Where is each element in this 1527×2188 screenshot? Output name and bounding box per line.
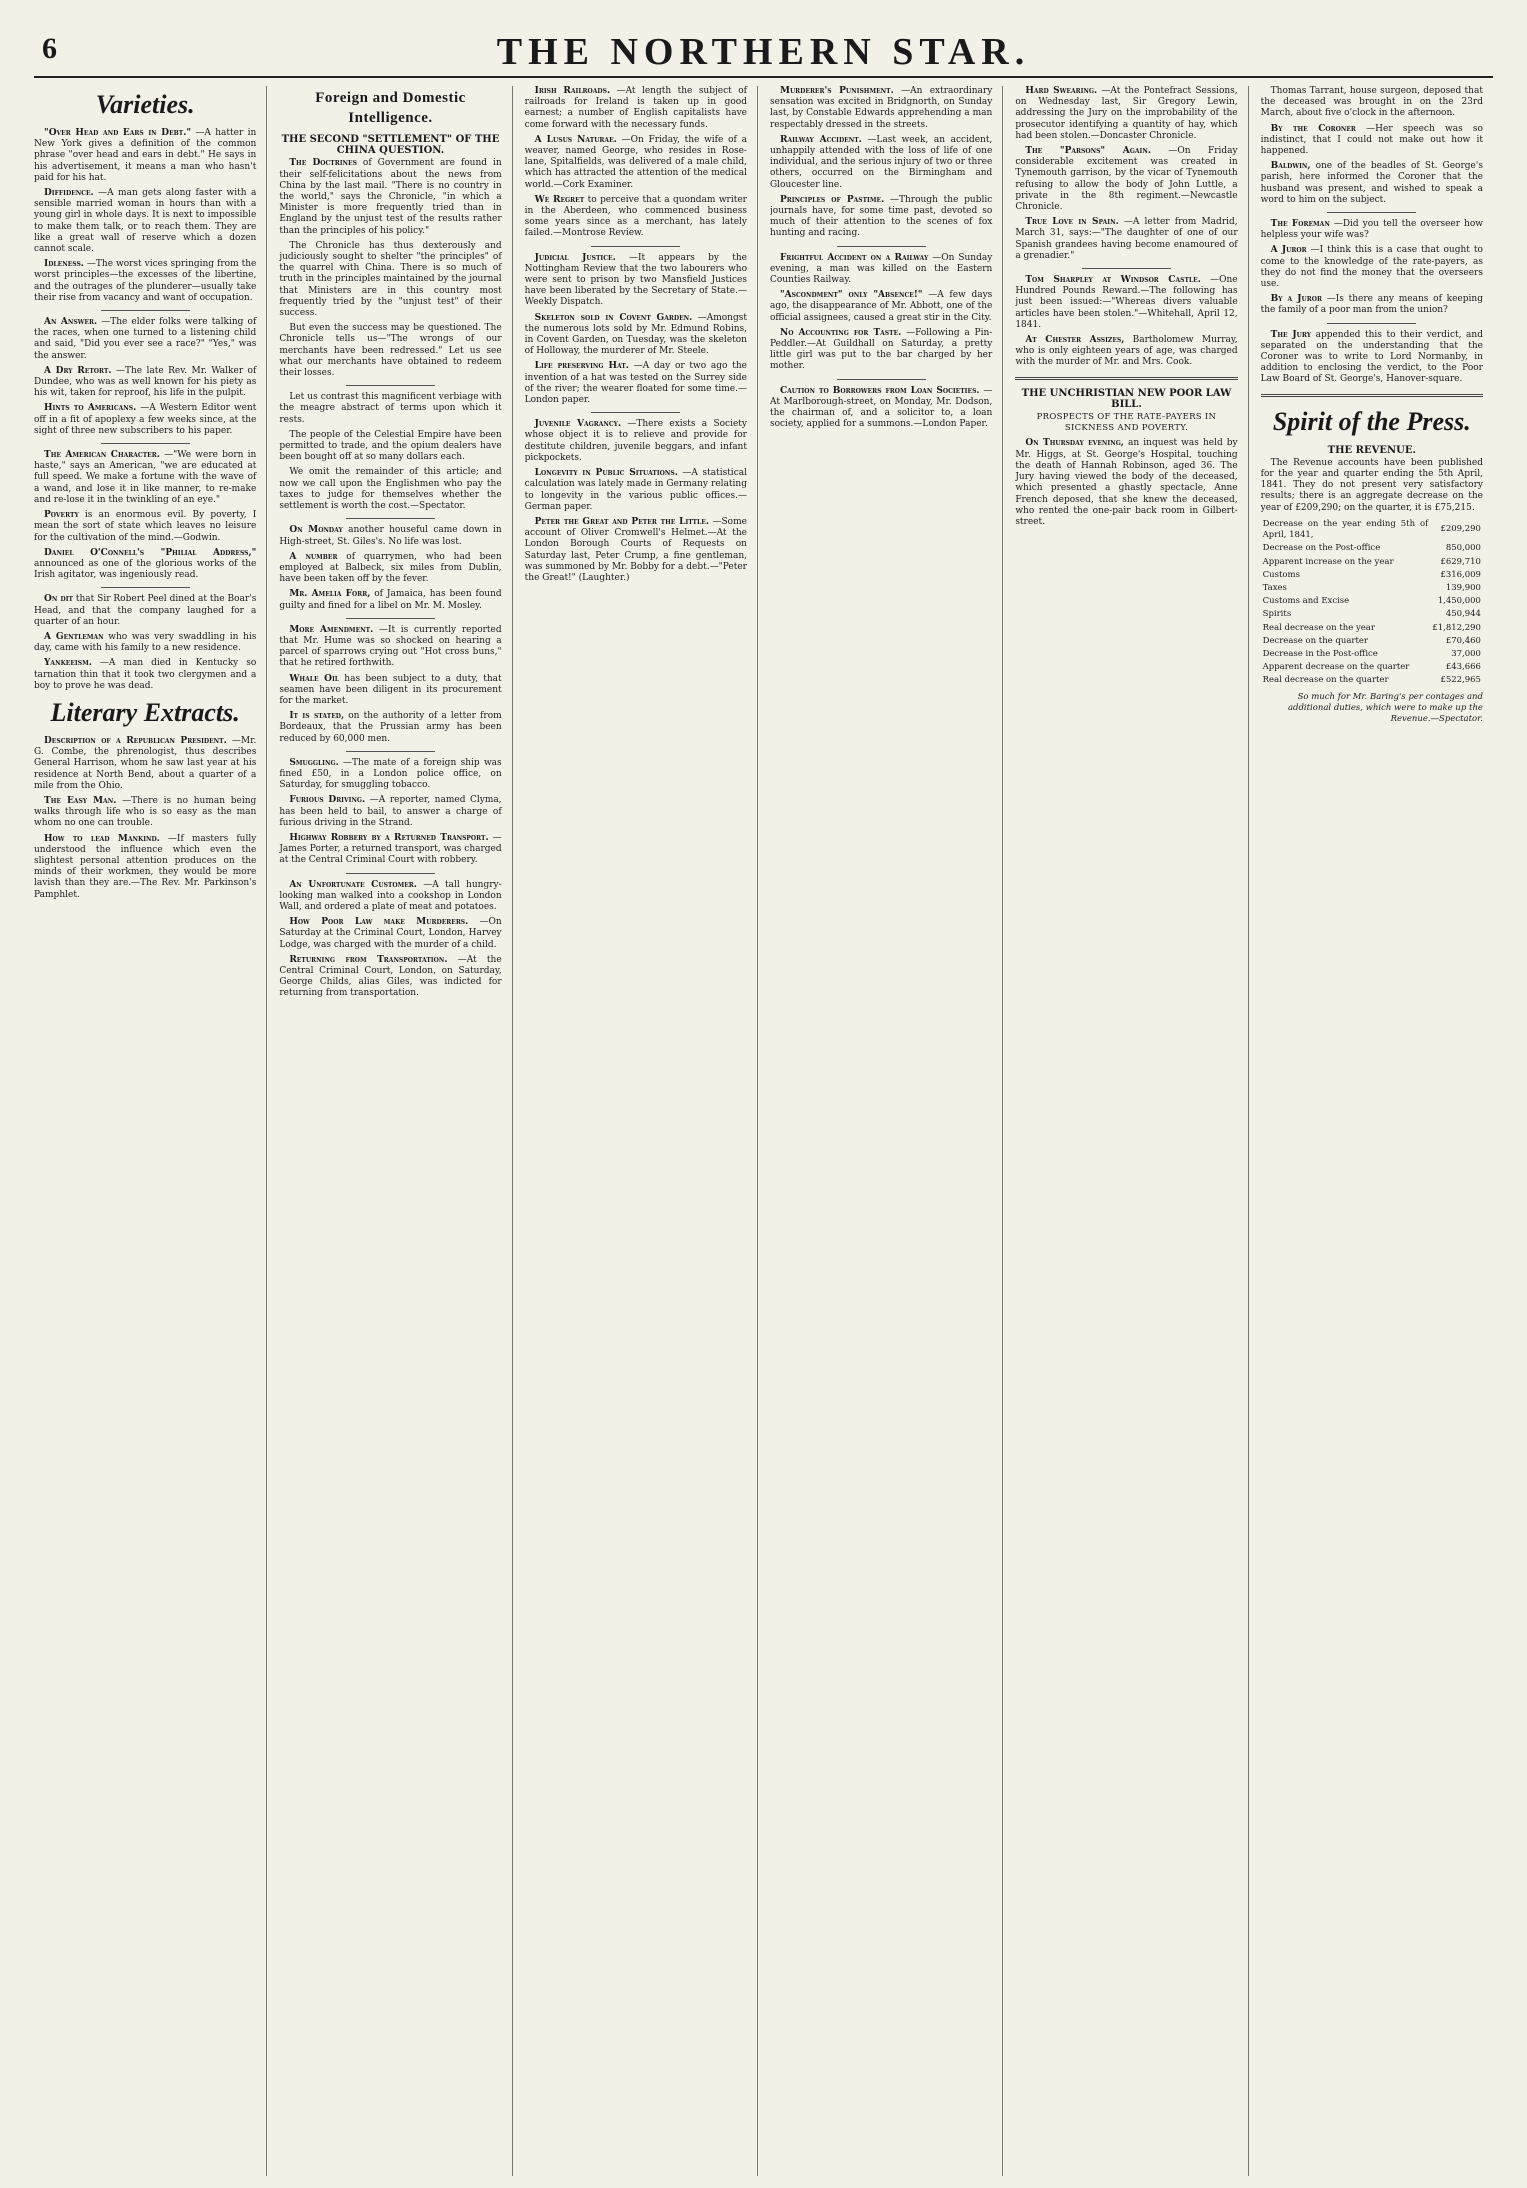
article-text: —A man died in Kentucky so tarnation thin that it took two clergymen and a boy to prove he was dead. (34, 658, 257, 691)
article-lead: Description of a Republican President. (44, 735, 227, 746)
revenue-label: Spirits (1262, 609, 1292, 620)
article-text: of Jamaica, has been found guilty and fined for a libel on Mr. M. Mosley. (279, 589, 502, 611)
article-lead: True Love in Spain. (1025, 217, 1119, 228)
article-paragraph (279, 589, 501, 611)
revenue-footer: So much for Mr. Baring's per contages and additional duties, which were to make up the Revenue.—Spectator. (1287, 691, 1483, 724)
article-text: —"We were born in haste," says an American, "we are educated at full speed. We make a fortune with the wave of a wand, and lose it in like manner, to re-make and re-lose it in the twinkling of an eye." (34, 450, 257, 505)
article-text: —A man gets along faster with a sensible married woman in hours than with a young girl in whole days. It is next to impossible to make them talk, or to reach them. They are like a great wall of reserve which a dozen cannot scale. (34, 188, 257, 255)
article-lead: On Monday (289, 525, 343, 536)
article-paragraph (279, 880, 501, 914)
article-paragraph (279, 625, 501, 670)
article-paragraph (1015, 275, 1237, 331)
article-paragraph (34, 594, 256, 628)
article-paragraph (770, 195, 992, 240)
article-lead: Judicial Justice. (534, 252, 616, 263)
article-text: —The worst vices springing from the worst principles—the excesses of the libertine, and the outrages of the plunderer—usually take their rise from vacancy and want of occupation. (34, 259, 257, 303)
article-text: —At Marlborough-street, on Monday, Mr. Dodson, the chairman of, and a solicitor to, a loan society, applied for a summons.—London Paper. (769, 385, 993, 430)
article-lead: Idleness. (44, 259, 84, 270)
revenue-row (1261, 635, 1483, 648)
revenue-value: £629,710 (1440, 556, 1481, 567)
article-lead: The Jury (1270, 329, 1311, 340)
article-paragraph (1261, 330, 1483, 386)
revenue-label: Customs (1262, 569, 1300, 580)
article-text: Thomas Tarrant, house surgeon, deposed that the deceased was brought in on the 23rd March, about five o'clock in the afternoon. (1260, 86, 1483, 119)
article-lead: Returning from Transportation. (289, 954, 448, 965)
revenue-row (1261, 595, 1483, 608)
article-text: who was very swaddling in his day, came with his family to a new residence. (34, 631, 257, 654)
literary-articles (34, 736, 256, 901)
article-text: —Did you tell the overseer how helpless your wife was? (1260, 219, 1483, 241)
revenue-row (1261, 542, 1483, 555)
article-lead: Principles of Pastime. (779, 194, 885, 205)
article-text: one of the beadles of St. George's parish, here informed the Coroner that the husband was present, and wished to speak a word to him on the subject. (1260, 161, 1483, 205)
article-lead: A Juror (1270, 245, 1307, 256)
article-lead: Daniel O'Connell's "Philial Address," (44, 547, 257, 558)
revenue-text: The Revenue accounts have been published for the year and quarter ending the 5th April, 1841. They do not present very satisfactory results; there is an aggregate decrease on the year of £209,290; on the quarter, it is £75,215. (1260, 457, 1483, 513)
article-text: —It is currently reported that Mr. Hume was so shocked on hearing a parcel of sparrows crying out "Hot cross buns," that he retired forthwith. (279, 624, 502, 669)
article-text: We omit the remainder of this article; and now we call upon the Englishmen who pay the taxes to judge for themselves whether the settlement is worth the cost.—Spectator. (279, 467, 502, 512)
revenue-row (1261, 582, 1483, 595)
revenue-value: 1,450,000 (1437, 596, 1481, 607)
article-text: —It appears by the Nottingham Review that the two labourers who were sent to prison by two Mansfield Justices have been liberated by the Secretary of State.—Weekly Dispatch. (524, 252, 747, 308)
article-text: —Some account of Oliver Cromwell's Helmet.—At the London Borough Courts of Requests on Saturday last, Peter Crump, a fine gentleman, was summoned by Mr. Bobby for a debt.—"Peter the Great!" (Laughter.) (524, 516, 747, 583)
revenue-label: Decrease on the Post-office (1262, 543, 1381, 554)
article-text: But even the success may be questioned. The Chronicle tells us—"The wrongs of our merchants have been redressed." Let us see what our merchants have obtained to redeem their losses. (279, 323, 502, 379)
article-text: —An extraordinary sensation was excited in Bridgnorth, on Sunday last, by Constable Edwards apprehending a man respectably dressed in the streets. (769, 86, 993, 130)
article-paragraph (279, 241, 501, 319)
article-paragraph (279, 674, 501, 708)
article-text: —A statistical calculation was lately made in Germany relating to longevity in the various public offices.—German paper. (524, 468, 747, 512)
article-lead: Skeleton sold in Covent Garden. (534, 312, 693, 323)
article-text: —A hatter in New York gives a definition of the common phrase "over head and ears in debt." He says in his advertisement, it means a man who hasn't paid for his hat. (34, 128, 257, 183)
article-text: —One Hundred Pounds Reward.—The following has just been issued:—"Whereas divers valuable articles have been stolen."—Whitehall, April 12, 1841. (1015, 275, 1238, 330)
article-paragraph (34, 658, 256, 692)
article-paragraph (34, 796, 256, 830)
article-text: Let us contrast this magnificent verbiage with the meagre abstract of terms upon which it rests. (279, 392, 502, 425)
article-text: on the authority of a letter from Bordeaux, that the Prussian army has been reduced by 60,000 men. (279, 711, 502, 744)
article-text: —If masters fully understood the influence which even the slightest personal attention produces on the minds of their workmen, they would be more lavish than they are.—The Rev. Mr. Parkinson's Pamphlet. (34, 833, 257, 900)
revenue-row (1261, 608, 1483, 621)
article-lead: Poverty (44, 510, 79, 521)
article-text: —Amongst the numerous lots sold by Mr. Edmund Robins, in Covent Garden, on Tuesday, was the skeleton of Holloway, the murderer of Mr. Steele. (524, 312, 747, 357)
china-question-subhead: THE SECOND "SETTLEMENT" OF THE CHINA QUESTION. (281, 134, 500, 157)
article-text: to perceive that a quondam writer in the Aberdeen, who commenced business some years since as a merchant, has lately failed.—Montrose Review. (524, 194, 747, 239)
revenue-table (1261, 518, 1483, 688)
article-lead: Frightful Accident on a Railway (779, 252, 929, 263)
article-text: —The elder folks were talking of the races, when one turned to a listening child and said, "Did you ever see a race?" "Yes," was the answer. (34, 317, 257, 361)
article-lead: How Poor Law make Murderers. (289, 917, 469, 928)
article-paragraph (525, 86, 747, 131)
article-text: —At the Pontefract Sessions, on Wednesday last, Sir Gregory Lewin, addressing the Jury on the improbability of the prosecutor identifying a quantity of hay, which had been stolen.—Doncaster Chronicle. (1015, 86, 1238, 141)
revenue-row (1261, 648, 1483, 661)
article-lead: Baldwin, (1270, 161, 1311, 172)
article-lead: The Foreman (1270, 219, 1330, 230)
masthead (34, 28, 1493, 78)
article-paragraph (34, 834, 256, 901)
literary-heading: Literary Extracts. (50, 697, 240, 727)
foreign-domestic-heading: Foreign and Domestic Intelligence. (315, 90, 466, 126)
article-paragraph (34, 403, 256, 437)
article-lead: It is stated, (289, 711, 345, 722)
article-text: —I think this is a case that ought to come to the knowledge of the rate-payers, as they do not find the money that the overseers use. (1260, 245, 1483, 290)
poor-law-subtitle: PROSPECTS OF THE RATE-PAYERS IN SICKNESS AND POVERTY. (1036, 412, 1217, 434)
article-paragraph (1261, 294, 1483, 316)
revenue-row (1261, 622, 1483, 635)
revenue-row (1261, 569, 1483, 582)
article-divider (1082, 268, 1171, 269)
article-text: —Last week, an accident, unhappily attended with the loss of life of one individual, and the serious injury of two or three others, occurred on the Birmingham and Gloucester line. (769, 134, 993, 190)
article-paragraph (279, 467, 501, 512)
columns (34, 86, 1493, 2176)
article-lead: Life preserving Hat. (534, 361, 629, 372)
article-paragraph (279, 833, 501, 867)
revenue-value: 139,900 (1445, 582, 1481, 593)
article-paragraph (279, 758, 501, 792)
column-5 (1015, 86, 1248, 2176)
article-divider (101, 443, 190, 444)
article-divider (591, 246, 680, 247)
article-divider (837, 246, 926, 247)
article-paragraph (525, 361, 747, 406)
article-text: —A few days ago, the disappearance of Mr. Abbott, one of the official assignees, caused a great stir in the City. (769, 290, 993, 323)
article-lead: A number (289, 551, 338, 562)
section-divider (1261, 394, 1483, 397)
article-text: —At the Central Criminal Court, London, on Saturday, George Childs, alias Giles, was indicted for returning from transportation. (279, 954, 502, 999)
article-text: —A Western Editor went off in a fit of apoplexy a few weeks since, at the sight of three new subscribers to his paper. (34, 403, 257, 436)
article-paragraph (34, 366, 256, 400)
article-divider (1327, 212, 1416, 213)
article-paragraph (770, 386, 992, 431)
article-lead: We Regret (534, 194, 585, 205)
article-text: —On Sunday evening, a man was killed on the Eastern Counties Railway. (769, 252, 993, 286)
article-text: has been subject to a duty, that seamen have been diligent in its procurement for the market. (279, 673, 502, 706)
column-6 (1261, 86, 1493, 2176)
article-paragraph (279, 955, 501, 1000)
article-paragraph (525, 468, 747, 513)
column-3-articles (525, 86, 747, 584)
article-lead: No Accounting for Taste. (779, 327, 902, 338)
article-paragraph (770, 290, 992, 324)
article-text: —On Friday, the wife of a weaver, named George, who resides in Rose-lane, Spitalfields, was delivered of a male child, which has attracted the attention of the medical world.—Cork Examiner. (524, 134, 747, 190)
article-paragraph (1261, 161, 1483, 206)
article-divider (837, 379, 926, 380)
article-lead: Longevity in Public Situations. (534, 468, 678, 479)
article-lead: The Easy Man. (44, 795, 117, 806)
article-text: another houseful came down in High-street, St. Giles's. No life was lost. (279, 525, 502, 547)
article-paragraph (770, 253, 992, 287)
article-lead: On dit (44, 594, 73, 605)
article-paragraph (1015, 86, 1237, 142)
article-paragraph (525, 195, 747, 240)
newspaper-title: THE NORTHERN STAR. (496, 31, 1031, 73)
revenue-value: £43,666 (1445, 662, 1481, 673)
article-lead: The Doctrines (289, 158, 357, 169)
article-text: —Mr. G. Combe, the phrenologist, thus describes General Harrison, whom he saw last year at his residence at North Bend, about a quarter of a mile from the Ohio. (34, 735, 257, 791)
article-paragraph (525, 253, 747, 309)
article-text: —The late Rev. Mr. Walker of Dundee, who was as well known for his piety as his wit, taken for reproof, his life in the pulpit. (34, 365, 257, 399)
revenue-value: £522,965 (1440, 675, 1481, 686)
article-text: —Her speech was so indistinct, that I could not make out how it happened. (1260, 123, 1483, 157)
article-lead: Hints to Americans. (44, 403, 137, 414)
article-paragraph (525, 517, 747, 584)
article-lead: On Thursday evening, (1025, 438, 1124, 449)
article-paragraph (34, 128, 256, 184)
revenue-subhead: THE REVENUE. (1327, 444, 1416, 456)
section-divider (1015, 377, 1237, 380)
column-4 (770, 86, 1003, 2176)
foreign-articles (279, 158, 501, 999)
revenue-label: Real decrease on the year (1262, 622, 1375, 633)
article-text: that Sir Robert Peel dined at the Boar's Head, and that the company laughed for a quarter of an hour. (34, 594, 257, 627)
revenue-row (1261, 518, 1483, 542)
article-lead: More Amendment. (289, 624, 374, 635)
revenue-label: Real decrease on the quarter (1262, 675, 1389, 686)
article-paragraph (279, 158, 501, 236)
article-lead: Peter the Great and Peter the Little. (534, 516, 709, 527)
article-paragraph (279, 917, 501, 951)
article-lead: An Answer. (44, 317, 98, 328)
article-text: —On Friday considerable excitement was created in Tynemouth garrison, by the vicar of Tynemouth refusing to allow the body of John Luttle, a private in the 8th regiment.—Newcastle Chronicle. (1015, 146, 1238, 213)
page-number: 6 (42, 32, 57, 65)
article-paragraph (34, 632, 256, 654)
article-divider (591, 412, 680, 413)
article-lead: Furious Driving. (289, 795, 366, 806)
article-text: The people of the Celestial Empire have been permitted to trade, and the opium dealers have been bought off at so many dollars each. (279, 429, 502, 463)
revenue-label: Customs and Excise (1262, 596, 1350, 607)
article-lead: Hard Swearing. (1025, 86, 1098, 96)
article-text: —There exists a Society whose object it is to relieve and provide for destitute children, juvenile beggars, and infant pickpockets. (524, 419, 747, 463)
article-lead: By the Coroner (1270, 123, 1356, 134)
article-divider (101, 310, 190, 311)
column-5-articles (1015, 86, 1237, 369)
article-paragraph (34, 548, 256, 582)
article-text: —Through the public journals have, for some time past, devoted so much of their attention to the scenes of fox hunting and racing. (769, 194, 993, 239)
article-text: an inquest was held by Mr. Higgs, at St. George's Hospital, touching the death of Hannah Robinson, aged 36. The Jury having viewed the body of the deceased, which presented a ghastly spectacle, Anne French deposed, that she knew the deceased, who rented the one-pair back room in Gilbert-street. (1015, 438, 1238, 527)
article-lead: Railway Accident. (779, 134, 862, 145)
article-text: is an enormous evil. By poverty, I mean the sort of state which leaves no leisure for the cultivation of the mind.—Godwin. (34, 510, 257, 543)
article-lead: Yankeeism. (44, 658, 92, 669)
article-text: —A letter from Madrid, March 31, says:—"The daughter of one of our Spanish grandees having become enamoured of a grenadier." (1015, 217, 1238, 261)
article-divider (346, 518, 435, 519)
article-lead: Mr. Amelia Forr, (289, 589, 371, 600)
article-paragraph (34, 259, 256, 304)
revenue-label: Apparent decrease on the quarter (1262, 662, 1410, 673)
article-lead: The American Character. (44, 450, 160, 461)
revenue-value: 450,944 (1445, 609, 1481, 620)
article-lead: The "Parsons" Again. (1025, 146, 1151, 157)
revenue-value: £209,290 (1440, 524, 1481, 535)
article-paragraph (1261, 86, 1483, 120)
article-paragraph (1261, 124, 1483, 158)
article-paragraph (525, 419, 747, 464)
article-paragraph (279, 552, 501, 586)
article-paragraph (279, 392, 501, 426)
article-text: of Government are found in their self-felicitations about the news from China by the last mail. "There is no country in the world," says the Chronicle, "in which a Minister is more frequently tried than in England by the unjust test of the results rather than the principles of his policy." (279, 158, 502, 236)
revenue-label: Decrease on the quarter (1262, 635, 1368, 646)
spirit-of-press-heading: Spirit of the Press. (1272, 406, 1471, 436)
article-text: —Following a Pin-Peddler.—At Guildhall on Saturday, a pretty little girl was put to the bar charged by her mother. (769, 327, 993, 372)
article-text: —A reporter, named Clyma, has been held to bail, to answer a charge of furious driving in the Strand. (279, 795, 502, 828)
revenue-value: 850,000 (1445, 543, 1481, 554)
article-lead: "Over Head and Ears in Debt." (44, 128, 192, 138)
article-text: The Chronicle has thus dexterously and judiciously sought to shelter "the principles" of the quarrel with China. There is so much of truth in the principles maintained by the journal that Ministers are in this country most frequently tried by the "unjust test" of their success. (279, 240, 502, 319)
article-lead: At Chester Assizes, (1025, 335, 1125, 346)
article-paragraph (770, 328, 992, 373)
article-divider (346, 873, 435, 874)
poor-law-subhead: THE UNCHRISTIAN NEW POOR LAW BILL. (1021, 387, 1232, 410)
article-lead: Irish Railroads. (534, 86, 611, 96)
revenue-value: £70,460 (1445, 635, 1481, 646)
revenue-label: Decrease in the Post-office (1262, 648, 1378, 659)
article-paragraph (34, 317, 256, 362)
article-lead: Smuggling. (289, 757, 339, 768)
column-4-articles (770, 86, 992, 430)
article-lead: An Unfortunate Customer. (289, 879, 417, 890)
article-lead: Murderer's Punishment. (779, 86, 894, 96)
article-paragraph (525, 313, 747, 358)
article-divider (101, 587, 190, 588)
article-paragraph (1261, 219, 1483, 241)
article-paragraph (1015, 146, 1237, 213)
column-3 (525, 86, 758, 2176)
article-lead: A Lusus Naturae. (534, 134, 617, 145)
article-divider (346, 751, 435, 752)
article-paragraph (770, 135, 992, 191)
article-text: of quarrymen, who had been employed at Balbeck, six miles from Dublin, have been taken off by the fever. (279, 551, 502, 585)
revenue-row (1261, 661, 1483, 674)
article-paragraph (525, 135, 747, 191)
article-paragraph (770, 86, 992, 131)
article-lead: Juvenile Vagrancy. (534, 419, 622, 430)
varieties-articles (34, 128, 256, 692)
article-text: —At length the subject of railroads for Ireland is taken up in good earnest; a number of English capitalists have come forward with the necessary funds. (524, 86, 747, 130)
article-paragraph (1015, 438, 1237, 528)
article-paragraph (1015, 217, 1237, 262)
article-divider (1327, 323, 1416, 324)
article-paragraph (34, 450, 256, 506)
article-text: appended this to their verdict, and separated on the understanding that the Coroner was to write to Lord Normanby, in addition to enclosing the verdict, to the Poor Law Board of St. George's, Hanover-square. (1260, 329, 1483, 385)
article-paragraph (34, 736, 256, 792)
revenue-label: Taxes (1262, 582, 1287, 593)
revenue-row (1261, 556, 1483, 569)
article-lead: Whale Oil (289, 673, 339, 684)
column-6-articles (1261, 86, 1483, 386)
article-text: —James Porter, a returned transport, was charged at the Central Criminal Court with robbery. (279, 832, 502, 866)
article-paragraph (279, 795, 501, 829)
article-lead: Diffidence. (44, 188, 94, 199)
varieties-heading: Varieties. (95, 90, 195, 119)
article-text: announced as one of the glorious works of the Irish agitator, was ingeniously read. (34, 558, 257, 581)
column-2 (279, 86, 512, 2176)
article-lead: "Ascondment" only "Absence!" (779, 290, 923, 301)
article-paragraph (34, 188, 256, 255)
poor-law-articles (1015, 438, 1237, 528)
article-lead: Tom Sharpley at Windsor Castle. (1025, 275, 1201, 286)
article-paragraph (279, 711, 501, 745)
article-paragraph (279, 323, 501, 379)
revenue-value: £1,812,290 (1432, 622, 1481, 633)
article-lead: A Dry Retort. (44, 365, 112, 376)
article-paragraph (1015, 335, 1237, 369)
revenue-value: 37,000 (1451, 648, 1481, 659)
revenue-row (1261, 674, 1483, 687)
article-text: —The mate of a foreign ship was fined £50, in a London police office, on Saturday, for smuggling tobacco. (279, 757, 502, 791)
article-lead: A Gentleman (44, 631, 104, 642)
article-lead: How to lead Mankind. (44, 833, 160, 844)
article-lead: Highway Robbery by a Returned Transport. (289, 832, 489, 843)
article-paragraph (1261, 245, 1483, 290)
article-text: —A tall hungry-looking man walked into a cookshop in London Wall, and ordered a plate of meat and potatoes. (279, 879, 502, 912)
article-paragraph (34, 510, 256, 544)
column-1 (34, 86, 267, 2176)
article-divider (346, 385, 435, 386)
revenue-value: £316,009 (1440, 569, 1481, 580)
article-text: —Is there any means of keeping the family of a poor man from the union? (1260, 294, 1483, 316)
revenue-label: Decrease on the year ending 5th of April, 1841, (1262, 518, 1429, 541)
article-lead: Caution to Borrowers from Loan Societies. (779, 385, 980, 396)
article-text: —A day or two ago the invention of a hat was tested on the Surrey side of the river; the wearer floated for some time.—London paper. (524, 361, 747, 406)
revenue-label: Apparent increase on the year (1262, 556, 1394, 567)
article-text: —There is no human being walks through life who is so easy as the man whom no one can trouble. (34, 795, 257, 829)
article-paragraph (279, 430, 501, 464)
article-text: —On Saturday at the Criminal Court, London, Harvey Lodge, was charged with the murder of a child. (279, 917, 502, 950)
article-divider (346, 618, 435, 619)
article-text: Bartholomew Murray, who is only eighteen years of age, was charged with the murder of Mr. and Mrs. Cook. (1015, 335, 1238, 368)
article-paragraph (279, 525, 501, 547)
article-lead: By a Juror (1270, 294, 1322, 305)
